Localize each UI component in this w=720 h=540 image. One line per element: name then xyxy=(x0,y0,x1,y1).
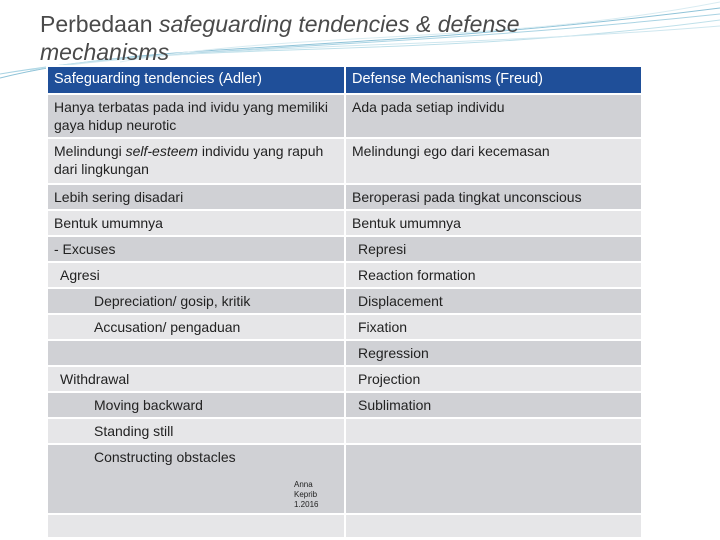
cell-left: Depreciation/ gosip, kritik xyxy=(47,288,345,314)
table-row xyxy=(47,210,642,236)
table-row xyxy=(47,94,642,138)
slide-title-italic: safeguarding tendencies & defense mechanisms xyxy=(40,11,520,65)
table-row xyxy=(47,288,642,314)
cell-left xyxy=(47,514,345,538)
cell-right xyxy=(345,514,642,538)
cell-right: Fixation xyxy=(345,314,642,340)
cell-left: Hanya terbatas pada ind ividu yang memiliki gaya hidup neurotic xyxy=(47,94,345,138)
cell-left: Moving backward xyxy=(47,392,345,418)
cell-right: Beroperasi pada tingkat unconscious xyxy=(345,184,642,210)
cell-left: Standing still xyxy=(47,418,345,444)
cell-left: Melindungi self-esteem individu yang rapuh dari lingkungan xyxy=(47,138,345,184)
comparison-table xyxy=(46,65,643,539)
table-header-row xyxy=(47,66,642,94)
table-row xyxy=(47,392,642,418)
cell-left: Accusation/ pengaduan xyxy=(47,314,345,340)
table-row xyxy=(47,262,642,288)
cell-right: Regression xyxy=(345,340,642,366)
cell-left xyxy=(47,340,345,366)
cell-left: Withdrawal xyxy=(47,366,345,392)
footer-citation: Anna Keprib 1.2016 xyxy=(294,480,319,509)
cell-right: Ada pada setiap individu xyxy=(345,94,642,138)
cell-right xyxy=(345,444,642,514)
cell-left xyxy=(47,444,345,514)
cell-right: Represi xyxy=(345,236,642,262)
cell-right: Projection xyxy=(345,366,642,392)
table-row xyxy=(47,444,642,514)
cell-left-text: Constructing obstacles xyxy=(94,449,236,465)
cell-right: Melindungi ego dari kecemasan xyxy=(345,138,642,184)
header-defense: Defense Mechanisms (Freud) xyxy=(345,66,642,94)
cell-right: Reaction formation xyxy=(345,262,642,288)
table-row xyxy=(47,514,642,538)
table-row xyxy=(47,314,642,340)
cell-left: Bentuk umumnya xyxy=(47,210,345,236)
table-row xyxy=(47,236,642,262)
table-row xyxy=(47,184,642,210)
cell-left: Agresi xyxy=(47,262,345,288)
cell-right: Sublimation xyxy=(345,392,642,418)
cell-right: Displacement xyxy=(345,288,642,314)
slide-title: Perbedaan safeguarding tendencies & defense mechanisms xyxy=(40,11,520,65)
table-row xyxy=(47,340,642,366)
cell-left: - Excuses xyxy=(47,236,345,262)
cell-right xyxy=(345,418,642,444)
table-row xyxy=(47,138,642,184)
table-row xyxy=(47,366,642,392)
table-row xyxy=(47,418,642,444)
cell-left: Lebih sering disadari xyxy=(47,184,345,210)
cell-right: Bentuk umumnya xyxy=(345,210,642,236)
header-safeguarding: Safeguarding tendencies (Adler) xyxy=(47,66,345,94)
